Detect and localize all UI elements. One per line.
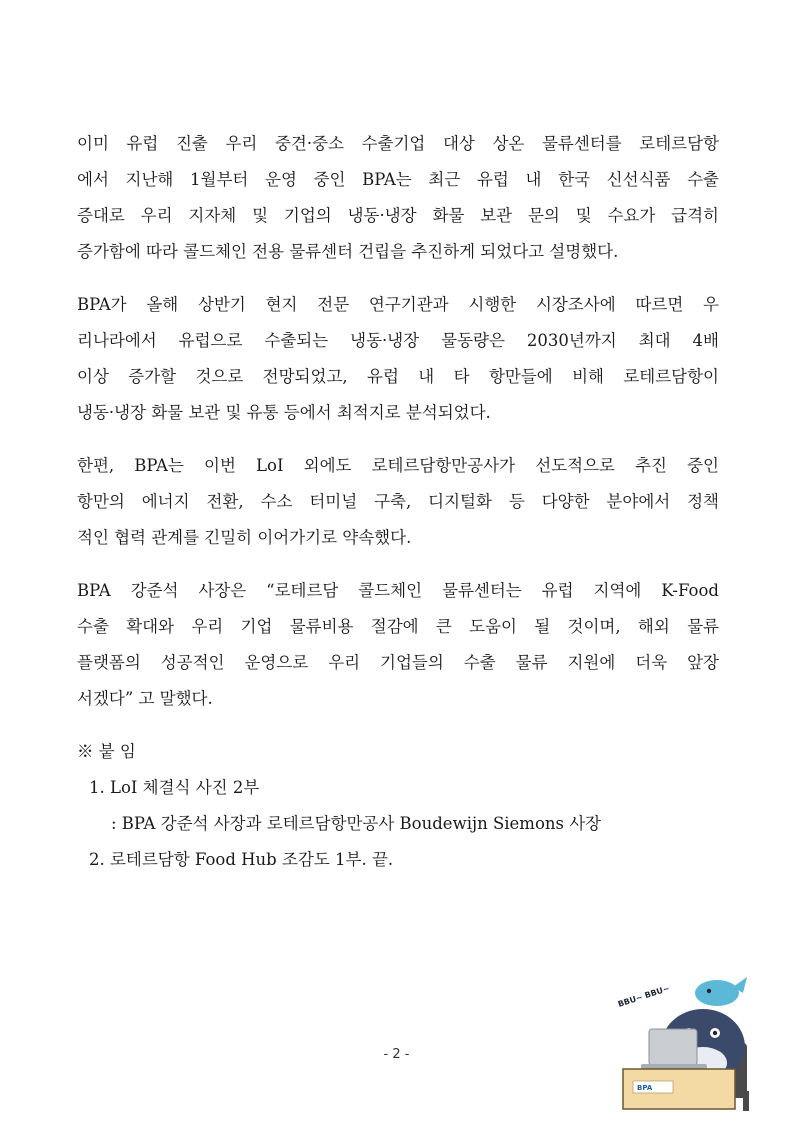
paragraph-4 bbox=[77, 573, 719, 717]
paragraph-line: BPA가 올해 상반기 현지 전문 연구기관과 시행한 시장조사에 따르면 우 bbox=[77, 295, 719, 314]
mascot-top-dolphin bbox=[695, 980, 739, 1006]
attachments-section bbox=[77, 734, 737, 878]
attachment-item-1-detail: : BPA 강준석 사장과 로테르담항만공사 Boudewijn Siemons 사장 bbox=[111, 814, 602, 833]
paragraph-line: 냉동·냉장 화물 보관 및 유통 등에서 최적지로 분석되었다. bbox=[77, 403, 491, 422]
attachment-item-2: 2. 로테르담항 Food Hub 조감도 1부. 끝. bbox=[89, 850, 394, 869]
paragraph-line: 이상 증가할 것으로 전망되었고, 유럽 내 타 항만들에 비해 로테르담항이 bbox=[77, 367, 719, 386]
paragraph-line: 증가함에 따라 콜드체인 전용 물류센터 건립을 추진하게 되었다고 설명했다. bbox=[77, 242, 619, 261]
paragraph-1 bbox=[77, 126, 719, 270]
paragraph-3 bbox=[77, 448, 719, 556]
paragraph-line: 서겠다” 고 말했다. bbox=[77, 689, 213, 708]
paragraph-line: 항만의 에너지 전환, 수소 터미널 구축, 디지털화 등 다양한 분야에서 정책 bbox=[77, 492, 719, 511]
paragraph-line: 증대로 우리 지자체 및 기업의 냉동·냉장 화물 보관 문의 및 수요가 급격히 bbox=[77, 206, 719, 225]
paragraph-line: 이미 유럽 진출 우리 중견·중소 수출기업 대상 상온 물류센터를 로테르담항 bbox=[77, 134, 719, 153]
paragraph-line: 한편, BPA는 이번 LoI 외에도 로테르담항만공사가 선도적으로 추진 중인 bbox=[77, 456, 719, 475]
paragraph-line: BPA 강준석 사장은 “로테르담 콜드체인 물류센터는 유럽 지역에 K-Food bbox=[77, 581, 719, 600]
paragraph-line: 수출 확대와 우리 기업 물류비용 절감에 큰 도움이 될 것이며, 해외 물류 bbox=[77, 617, 719, 636]
attachment-item-1: 1. LoI 체결식 사진 2부 bbox=[89, 778, 260, 797]
laptop-screen bbox=[649, 1029, 697, 1065]
paragraph-line: 플랫폼의 성공적인 운영으로 우리 기업들의 수출 물류 지원에 더욱 앞장 bbox=[77, 653, 719, 672]
paragraph-2 bbox=[77, 287, 719, 431]
mascot-speech: BBU~ BBU~ bbox=[616, 983, 671, 1009]
attachments-heading: ※ 붙 임 bbox=[77, 742, 136, 761]
desk-logo: BPA bbox=[637, 1084, 653, 1092]
mascot-illustration bbox=[615, 965, 775, 1115]
paragraph-line: 적인 협력 관계를 긴밀히 이어가기로 약속했다. bbox=[77, 528, 412, 547]
chair-leg bbox=[743, 1091, 749, 1111]
paragraph-line: 에서 지난해 1월부터 운영 중인 BPA는 최근 유럽 내 한국 신선식품 수출 bbox=[77, 170, 719, 189]
paragraph-line: 리나라에서 유럽으로 수출되는 냉동·냉장 물동량은 2030년까지 최대 4배 bbox=[77, 331, 719, 350]
page-number: - 2 - bbox=[383, 1047, 410, 1062]
